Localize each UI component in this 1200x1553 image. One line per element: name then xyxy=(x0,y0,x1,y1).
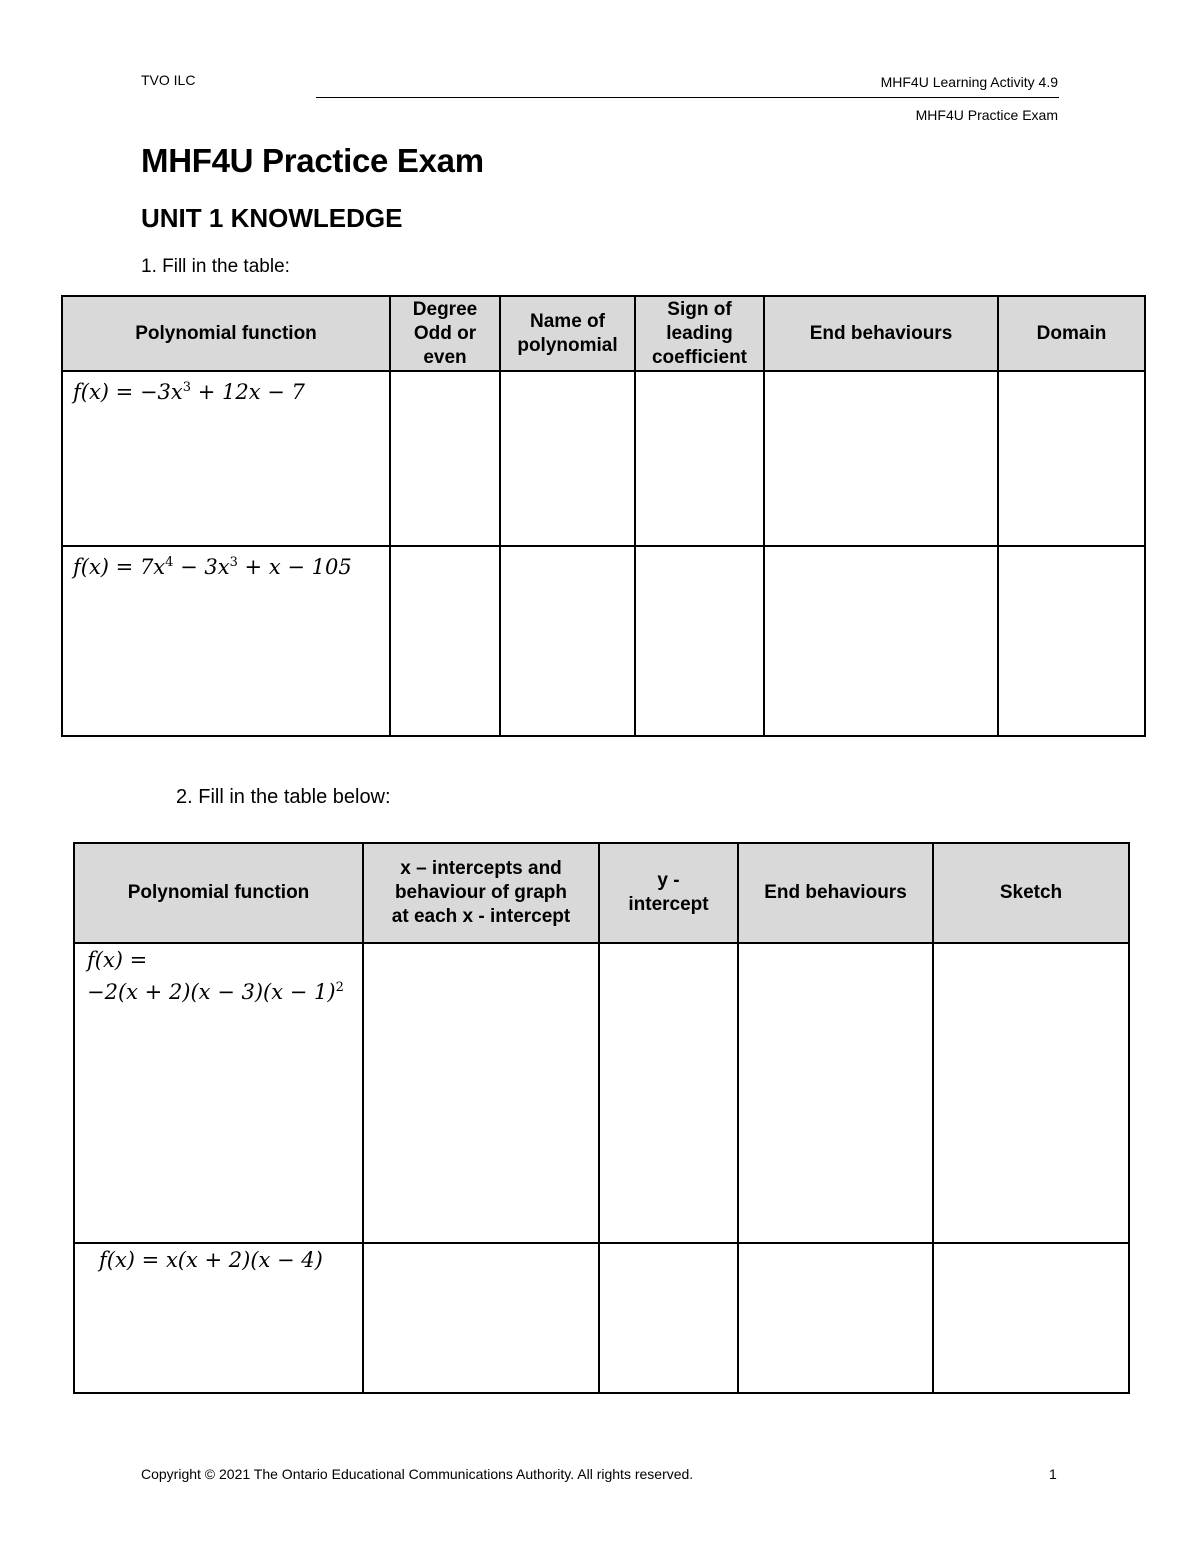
function-cell xyxy=(62,371,390,546)
function-expression: $f(x) = -3x^3 + 12x - 7$ xyxy=(73,380,305,404)
question-2-label: 2. Fill in the table below: xyxy=(176,786,391,808)
sketch-cell[interactable] xyxy=(933,943,1129,1243)
header-rule xyxy=(316,97,1059,98)
answer-cell[interactable] xyxy=(738,943,933,1243)
page-number: 1 xyxy=(1049,1466,1057,1482)
column-header: x – intercepts and behaviour of graph at each x - intercept xyxy=(363,843,599,943)
answer-cell[interactable] xyxy=(635,371,764,546)
function-cell xyxy=(74,1243,363,1393)
answer-cell[interactable] xyxy=(363,1243,599,1393)
answer-cell[interactable] xyxy=(764,371,998,546)
answer-cell[interactable] xyxy=(390,371,500,546)
column-header: Sketch xyxy=(933,843,1129,943)
footer-copyright: Copyright © 2021 The Ontario Educational Communications Authority. All rights reserved. xyxy=(141,1466,694,1482)
table-header-row xyxy=(74,843,1129,943)
function-expression: f(x) = $-2(x + 2)(x - 3)(x - 1)^2$ xyxy=(87,948,344,1004)
answer-cell[interactable] xyxy=(635,546,764,736)
column-header: End behaviours xyxy=(738,843,933,943)
column-header: Name of polynomial xyxy=(500,296,635,371)
function-cell xyxy=(62,546,390,736)
function-expression: $f(x) = 7x^4 - 3x^3 + x - 105$ xyxy=(73,555,352,579)
unit-heading: UNIT 1 KNOWLEDGE xyxy=(141,203,403,233)
table-row xyxy=(74,1243,1129,1393)
column-header: y - intercept xyxy=(599,843,738,943)
answer-cell[interactable] xyxy=(599,943,738,1243)
column-header: Polynomial function xyxy=(74,843,363,943)
function-expression: f(x) = x(x + 2)(x − 4) xyxy=(99,1248,323,1272)
sketch-cell[interactable] xyxy=(933,1243,1129,1393)
header-left: TVO ILC xyxy=(141,72,196,88)
answer-cell[interactable] xyxy=(390,546,500,736)
table-question-2 xyxy=(73,842,1130,1394)
answer-cell[interactable] xyxy=(998,371,1145,546)
answer-cell[interactable] xyxy=(500,546,635,736)
answer-cell[interactable] xyxy=(764,546,998,736)
column-header: Sign of leading coefficient xyxy=(635,296,764,371)
answer-cell[interactable] xyxy=(738,1243,933,1393)
answer-cell[interactable] xyxy=(500,371,635,546)
answer-cell[interactable] xyxy=(998,546,1145,736)
table-row xyxy=(62,546,1145,736)
question-1-label: 1. Fill in the table: xyxy=(141,256,290,277)
column-header: End behaviours xyxy=(764,296,998,371)
function-cell xyxy=(74,943,363,1243)
column-header: Polynomial function xyxy=(62,296,390,371)
column-header: Domain xyxy=(998,296,1145,371)
answer-cell[interactable] xyxy=(599,1243,738,1393)
table-question-1 xyxy=(61,295,1146,737)
table-header-row xyxy=(62,296,1145,371)
column-header: Degree Odd or even xyxy=(390,296,500,371)
header-right-bottom: MHF4U Practice Exam xyxy=(915,107,1058,123)
table-row xyxy=(62,371,1145,546)
answer-cell[interactable] xyxy=(363,943,599,1243)
header-right-top: MHF4U Learning Activity 4.9 xyxy=(880,74,1058,90)
page-title: MHF4U Practice Exam xyxy=(141,142,484,179)
table-row xyxy=(74,943,1129,1243)
